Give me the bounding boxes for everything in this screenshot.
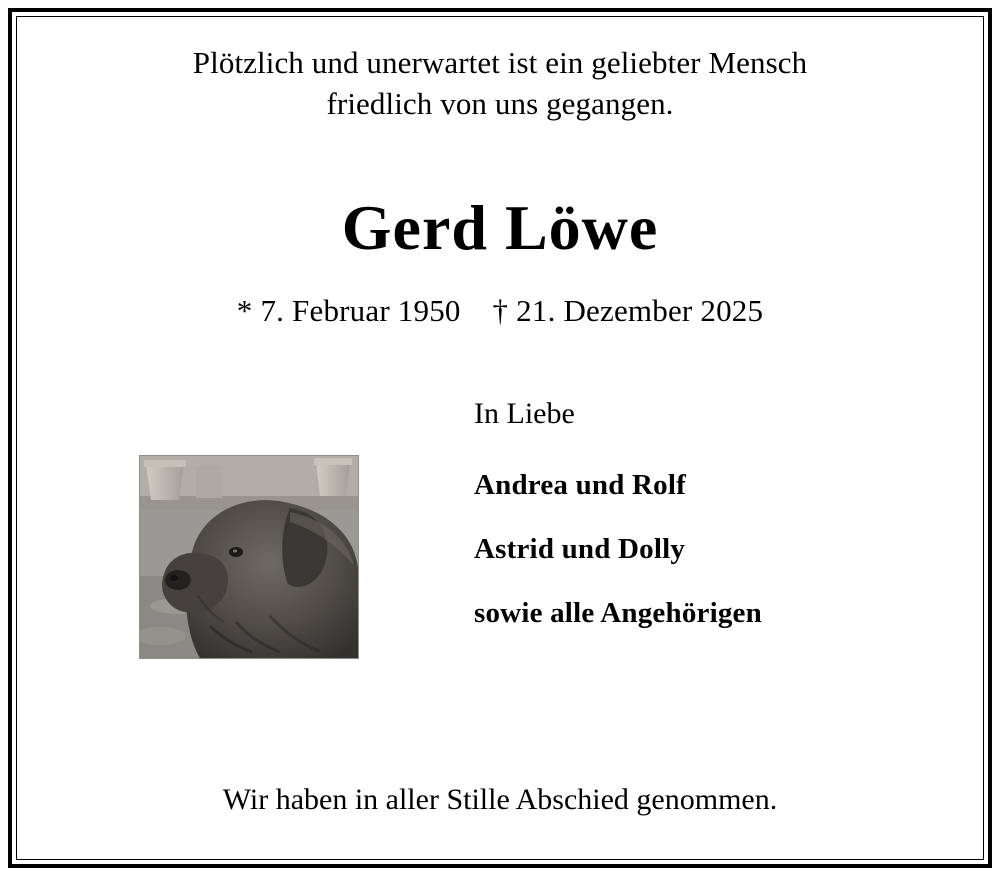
- life-dates: [47, 293, 953, 329]
- intro-text: [47, 43, 953, 125]
- closing-text: Wir haben in aller Stille Abschied genommen.: [222, 783, 778, 816]
- family-line: sowie alle Angehörigen: [474, 596, 762, 629]
- birth-date: 7. Februar 1950: [260, 292, 461, 328]
- birth-symbol: *: [236, 292, 253, 328]
- intro-line-1: Plötzlich und unerwartet ist ein geliebter Mensch: [192, 45, 808, 80]
- tribute-heading: In Liebe: [474, 396, 575, 430]
- death-symbol: †: [492, 292, 509, 328]
- death-date: 21. Dezember 2025: [516, 292, 764, 328]
- intro-line-2: friedlich von uns gegangen.: [326, 85, 674, 121]
- middle-section: [47, 369, 953, 783]
- tribute-block: [474, 397, 944, 661]
- deceased-photo: [139, 455, 359, 659]
- family-line: Astrid und Dolly: [474, 532, 686, 565]
- deceased-name: Gerd Löwe: [341, 191, 659, 263]
- notice-content: [17, 17, 983, 859]
- family-line: Andrea und Rolf: [474, 468, 686, 501]
